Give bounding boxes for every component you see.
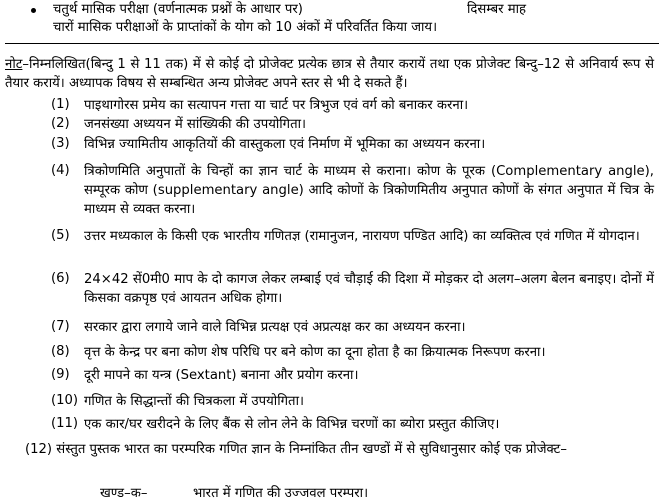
item-number: (2) bbox=[51, 116, 70, 131]
item-number: (1) bbox=[51, 97, 70, 112]
item-number: (7) bbox=[51, 319, 70, 334]
item-number: (11) bbox=[51, 416, 79, 431]
header-month: दिसम्बर माह bbox=[467, 2, 527, 17]
list-item: एक कार/घर खरीदने के लिए बैंक से लोन लेने के विभिन्न चरणों का ब्योरा प्रस्तुत कीजिए। bbox=[84, 417, 500, 432]
note-text: –निम्नलिखित(बिन्दु 1 से 11 तक) में से कोई दो प्रोजेक्ट प्रत्येक छात्र से तैयार करायें तथा एक प्रोजेक्ट बिन्दु–12 से अनिवार्य रूप से तैयार करायें। अध्यापक विषय से सम्बन्धित अन्य प्रोजेक्ट अपने स्तर से भी दे सकते हैं। bbox=[5, 57, 654, 91]
note-label: नोट bbox=[5, 57, 23, 72]
list-item: सरकार द्वारा लगाये जाने वाले विभिन्न प्रत्यक्ष एवं अप्रत्यक्ष कर का अध्ययन करना। bbox=[84, 320, 466, 335]
list-item: 24×42 सें0मी0 माप के दो कागज लेकर लम्बाई एवं चौड़ाई की दिशा में मोड़कर दो अलग–अलग बेलन बनाइए। दोनों में किसका वक्रपृष्ठ एवं आयतन अधिक होगा। bbox=[84, 272, 654, 306]
bullet-icon bbox=[31, 8, 36, 13]
section-text: भारत में गणित की उज्जवल परम्परा। bbox=[193, 486, 369, 501]
list-item: त्रिकोणमिति अनुपातों के चिन्हों का ज्ञान चार्ट के माध्यम से कराना। कोण के पूरक (Complementary angle), सम्पूरक कोण (supplementary angle) आदि कोणों के त्रिकोणमितीय अनुपात कोणों के संगत अनुपात में चित्र के माध्यम से व्यक्त करना। bbox=[84, 164, 654, 217]
list-item bbox=[25, 440, 654, 459]
section-label: खण्ड–क– bbox=[100, 486, 148, 501]
list-item: दूरी मापने का यन्त्र (Sextant) बनाना और प्रयोग करना। bbox=[84, 368, 359, 383]
item-number: (12) bbox=[25, 442, 53, 457]
item-number: (10) bbox=[51, 393, 79, 408]
item-number: (3) bbox=[51, 136, 70, 151]
note-paragraph bbox=[5, 55, 654, 93]
item-number: (4) bbox=[51, 163, 70, 178]
header-bullet-line: चतुर्थ मासिक परीक्षा (वर्णनात्मक प्रश्नों के आधार पर) bbox=[53, 2, 303, 17]
item-number: (8) bbox=[51, 344, 70, 359]
list-item: विभिन्न ज्यामितीय आकृतियों की वास्तुकला एवं निर्माण में भूमिका का अध्ययन करना। bbox=[84, 137, 486, 152]
list-item: जनसंख्या अध्ययन में सांख्यिकी की उपयोगिता। bbox=[84, 117, 307, 132]
item-number: (6) bbox=[51, 271, 70, 286]
list-item: वृत्त के केन्द्र पर बना कोण शेष परिधि पर बने कोण का दूना होता है का क्रियात्मक निरूपण करना। bbox=[84, 345, 546, 360]
list-item: उत्तर मध्यकाल के किसी एक भारतीय गणितज्ञ (रामानुजन, नारायण पण्डित आदि) का व्यक्तित्व एवं गणित में योगदान। bbox=[84, 229, 640, 244]
header-second-line: चारों मासिक परीक्षाओं के प्राप्तांकों के योग को 10 अंकों में परिवर्तित किया जाय। bbox=[53, 20, 438, 35]
list-item: गणित के सिद्धान्तों की चित्रकला में उपयोगिता। bbox=[84, 394, 304, 409]
item-number: (9) bbox=[51, 367, 70, 382]
divider bbox=[5, 43, 659, 44]
item-number: (5) bbox=[51, 228, 70, 243]
list-item: पाइथागोरस प्रमेय का सत्यापन गत्ता या चार्ट पर त्रिभुज एवं वर्ग को बनाकर करना। bbox=[84, 98, 469, 113]
item-text: संस्तुत पुस्तक भारत का परम्परिक गणित ज्ञान के निम्नांकित तीन खण्डों में से सुविधानुसार कोई एक प्रोजेक्ट– bbox=[56, 442, 567, 457]
